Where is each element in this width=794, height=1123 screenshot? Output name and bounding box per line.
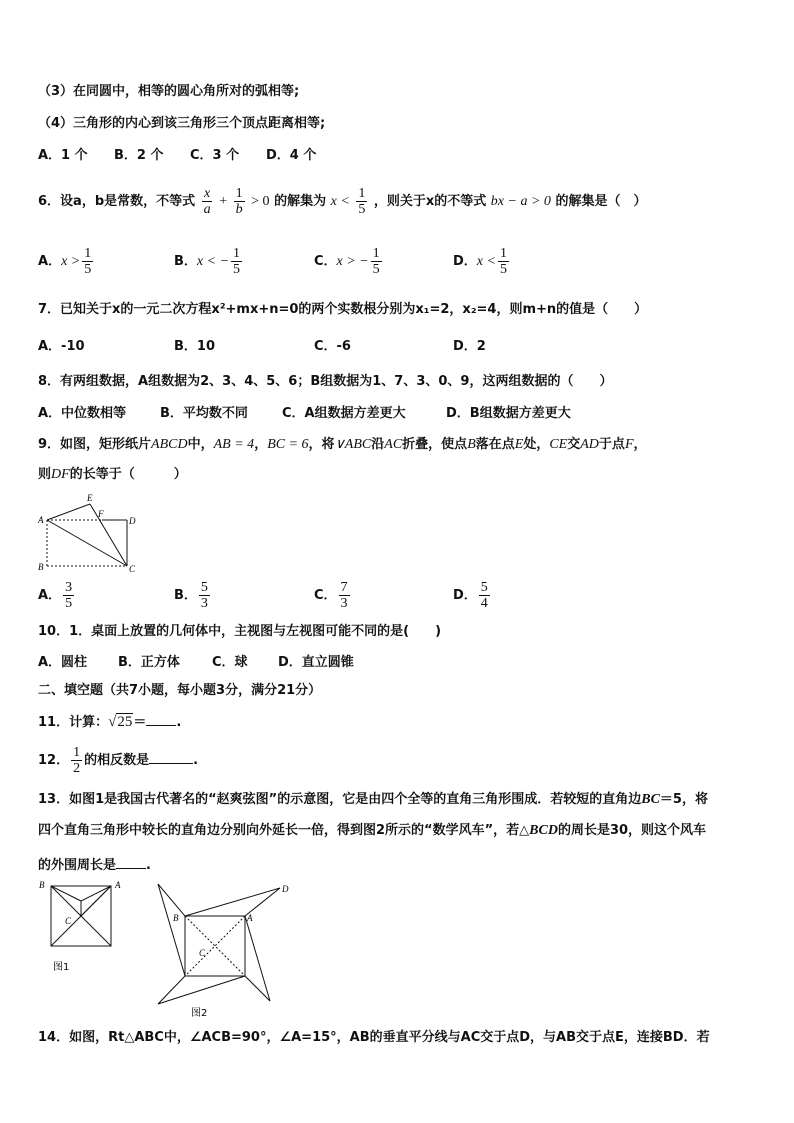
question-6 [38, 186, 646, 217]
q9-option-d[interactable]: D． $\frac{5}{4}$ [453, 580, 488, 611]
q6-frac-1-over-5: $\frac{1}{5}$ [358, 186, 366, 217]
fig2-blade-right [245, 916, 270, 1001]
q9-option-b[interactable]: B． $\frac{5}{3}$ [174, 580, 208, 611]
q9-edge-ec [90, 504, 127, 566]
q13-answer-blank[interactable] [116, 856, 146, 869]
statement-4: （4）三角形的内心到该三角形三个顶点距离相等; [38, 116, 326, 131]
q10-option-c[interactable]: C．球 [212, 655, 248, 670]
q6-option-d[interactable]: D．x < $\frac{1}{5}$ [453, 246, 507, 277]
statement-3: （3）在同圆中，相等的圆心角所对的弧相等; [38, 84, 300, 99]
q5-option-a[interactable]: A．1 个 [38, 148, 88, 163]
q11-answer-blank[interactable] [146, 713, 176, 726]
q5-option-d[interactable]: D．4 个 [266, 148, 317, 163]
q6-option-b[interactable]: B．x < − $\frac{1}{5}$ [174, 246, 241, 277]
q9-label-a: A [38, 515, 44, 525]
fig1-inner-triangle [81, 886, 111, 916]
q6-plus: + [219, 194, 228, 209]
q9-label-b: B [38, 562, 44, 572]
q6-option-c[interactable]: C．x > − $\frac{1}{5}$ [314, 246, 380, 277]
fig1-label-a: A [115, 880, 121, 890]
q9-label-c: C [129, 564, 136, 574]
question-9-line1: 9．如图，矩形纸片ABCD中，AB = 4，BC = 6，将∨ABC沿AC折叠，使点B落在点E处，CE交AD于点F， [38, 437, 647, 452]
fig2-blade-top [185, 888, 280, 916]
q9-label-e: E [87, 493, 93, 503]
q6-frac-x-over-a: $\frac{x}{a}$ [203, 186, 211, 217]
question-10: 10．1．桌面上放置的几何体中，主视图与左视图可能不同的是( ) [38, 624, 442, 639]
fig2-label-d: D [282, 884, 289, 894]
fig1-label-c: C [65, 916, 72, 926]
fig2-blade-bottom [158, 976, 245, 1004]
q8-option-d[interactable]: D．B组数据方差更大 [446, 406, 571, 421]
q7-option-b[interactable]: B．10 [174, 339, 215, 354]
q9-edge-ae [47, 504, 90, 520]
question-9-line2: 则DF的长等于（ ） [38, 467, 187, 482]
q7-option-d[interactable]: D．2 [453, 339, 486, 354]
q9-label-f: F [98, 509, 104, 519]
q9-option-a[interactable]: A． $\frac{3}{5}$ [38, 580, 73, 611]
q9-figure [36, 490, 146, 576]
q5-option-c[interactable]: C．3 个 [190, 148, 240, 163]
q8-option-c[interactable]: C．A组数据方差更大 [282, 406, 406, 421]
q10-option-b[interactable]: B．正方体 [118, 655, 180, 670]
q13-figure-2 [148, 876, 298, 1021]
q7-option-a[interactable]: A．-10 [38, 339, 85, 354]
question-13-line3: 的外围周长是 . [38, 858, 151, 873]
q5-option-b[interactable]: B．2 个 [114, 148, 164, 163]
q6-mid2-text: ，则关于x的不等式 [373, 194, 487, 209]
q8-option-b[interactable]: B．平均数不同 [160, 406, 248, 421]
question-11: 11．计算：√25＝ . [38, 714, 182, 730]
q6-prefix: 6．设a，b是常数，不等式 [38, 194, 196, 209]
q9-triangle: ∨ABC [334, 437, 372, 452]
q9-ab: AB = 4 [213, 437, 255, 452]
q9-rect-name: ABCD [151, 437, 188, 452]
fig1-label-b: B [39, 880, 45, 890]
q13-figure-1 [36, 876, 136, 976]
q6-mid-text: 的解集为 [274, 194, 327, 209]
q10-option-d[interactable]: D．直立圆锥 [278, 655, 354, 670]
question-8: 8．有两组数据，A组数据为2、3、4、5、6；B组数据为1、7、3、0、9，这两组数据的（ ） [38, 374, 613, 389]
fig2-caption: 图2 [191, 1008, 208, 1019]
question-7: 7．已知关于x的一元二次方程x²+mx+n=0的两个实数根分别为x₁=2，x₂=4，则m+n的值是（ ） [38, 302, 648, 317]
section-2-heading: 二、填空题（共7小题，每小题3分，满分21分） [38, 683, 322, 698]
fig2-label-a: A [247, 913, 253, 923]
fig1-inner-edge [51, 886, 81, 901]
q7-option-c[interactable]: C．-6 [314, 339, 351, 354]
question-14: 14．如图，Rt△ABC中，∠ACB=90°，∠A=15°，AB的垂直平分线与AC交于点D，与AB交于点E，连接BD．若 [38, 1030, 710, 1045]
q11-sqrt: √25 [108, 714, 133, 730]
q6-option-a[interactable]: A．x > $\frac{1}{5}$ [38, 246, 92, 277]
question-13-line2: 四个直角三角形中较长的直角边分别向外延长一倍，得到图2所示的“数学风车”，若△BCD的周长是30，则这个风车 [38, 823, 707, 838]
q6-x-lt: x < [330, 194, 350, 209]
fig2-blade-left [158, 884, 185, 976]
q6-gt-zero: > 0 [251, 194, 270, 209]
q8-option-a[interactable]: A．中位数相等 [38, 406, 127, 421]
q6-expr: bx − a > 0 [490, 194, 551, 209]
fig2-label-b: B [173, 913, 179, 923]
q12-answer-blank[interactable] [149, 751, 193, 764]
q6-suffix: 的解集是（ ） [555, 194, 647, 209]
q12-frac: $\frac{1}{2}$ [73, 745, 81, 776]
q9-diagonal-ac [47, 520, 127, 566]
q9-option-c[interactable]: C． $\frac{7}{3}$ [314, 580, 348, 611]
q9-bc: BC = 6 [267, 437, 309, 452]
q10-option-a[interactable]: A．圆柱 [38, 655, 88, 670]
q6-frac-1-over-b: $\frac{1}{b}$ [235, 186, 243, 217]
fig1-caption: 图1 [53, 962, 70, 973]
fig2-label-c: C [199, 948, 206, 958]
q9-label-d: D [129, 516, 136, 526]
question-12: 12． $\frac{1}{2}$ 的相反数是 . [38, 745, 199, 776]
question-13-line1: 13．如图1是我国古代著名的“赵爽弦图”的示意图，它是由四个全等的直角三角形围成．若较短的直角边BC＝5，将 [38, 792, 708, 807]
